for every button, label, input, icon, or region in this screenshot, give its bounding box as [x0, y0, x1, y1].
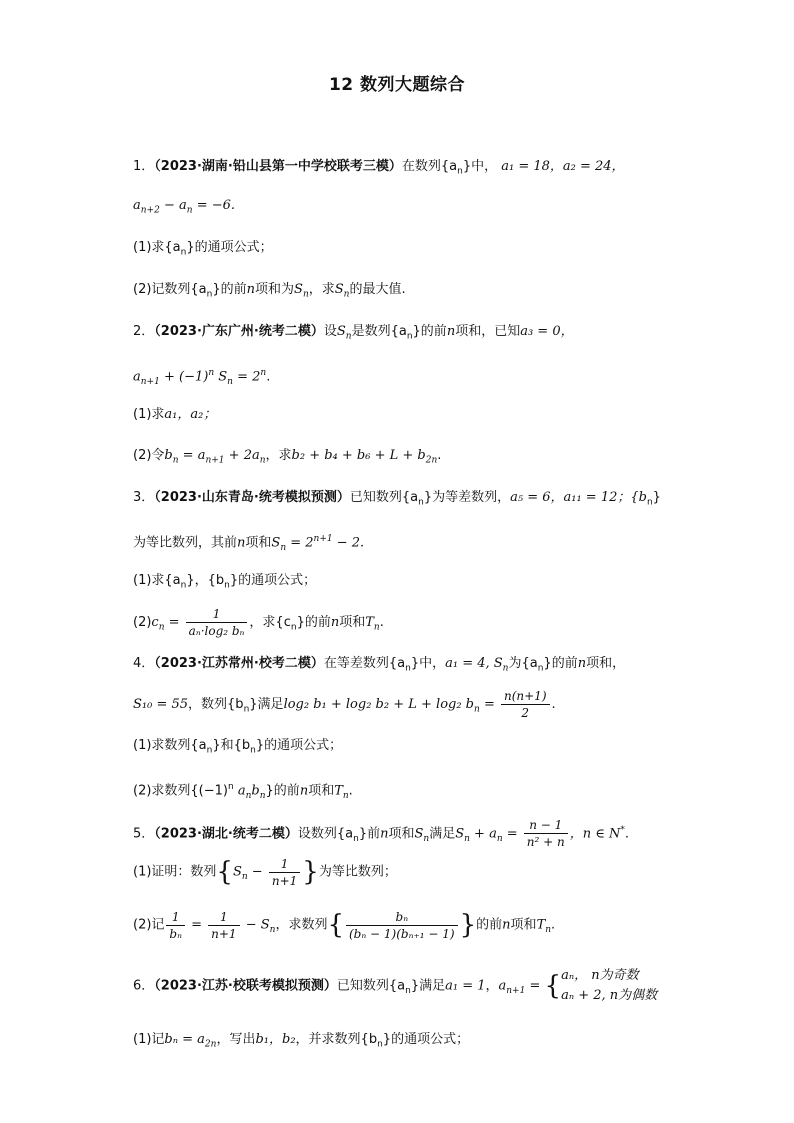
problem-5-q2: (2)记 $\frac{1}{\text{bₙ}}$ = $\frac{1}{n+1}$ − $S_n$，求数列{ $\frac{\text{bₙ}}{\text{(bₙ − 1)(bₙ₊₁ − 1)}}$ }的前n项和$T_n$. [133, 909, 556, 941]
problem-6-q1: (1)记$b_n = a_{2n}$，写出b₁，b₂，并求数列$\{b_n\}$的通项公式； [133, 1032, 470, 1050]
problem-5-stem: 5．（2023·湖北·统考二模）设数列$\{a_n\}$前n项和$S_n$满足$S_n + a_n$ = $\frac{n - 1}{\text{n² + n}}$ ，n ∈ N*. [133, 818, 630, 850]
problem-1-recurrence: $a_{n+2} - a_n = -6$. [133, 198, 236, 216]
fraction: $\frac{\text{bₙ}}{\text{(bₙ − 1)(bₙ₊₁ − 1)}}$ [346, 909, 458, 942]
fraction: $\frac{n - 1}{\text{n² + n}}$ [524, 817, 568, 850]
problem-1-q1: (1)求$\{a_n\}$的通项公式； [133, 240, 273, 258]
problem-2-q1: (1)求a₁，a₂； [133, 407, 217, 422]
fraction: $\frac{1}{\text{bₙ}}$ [166, 909, 185, 942]
fraction: $\frac{1}{n+1}$ [269, 856, 300, 889]
problem-4-line2: S₁₀ = 55，数列$\{b_n\}$满足log₂ b₁ + log₂ b₂ + L + log₂ $b_n$ = $\frac{n(n+1)}{2}$ . [133, 689, 556, 720]
problem-6-stem: 6．（2023·江苏·校联考模拟预测）已知数列$\{a_n\}$满足a₁ = 1，$a_{n+1}$ = { aₙ， n为奇数 aₙ + 2, n为偶数 [133, 964, 657, 1013]
problem-5-q1: (1)证明：数列{$S_n$ − $\frac{1}{n+1}$ }为等比数列； [133, 856, 397, 888]
problem-1-stem: 1．（2023·湖南·铅山县第一中学校联考三模）在数列$\{a_n\}$中， a₁ = 18，a₂ = 24， [133, 159, 625, 177]
fraction: $\frac{n(n+1)}{2}$ [501, 688, 550, 721]
problem-1-q2: (2)记数列$\{a_n\}$的前n项和为$S_n$，求$S_n$的最大值. [133, 282, 406, 300]
problem-4-stem: 4．（2023·江苏常州·校考二模）在等差数列$\{a_n\}$中，a₁ = 4, $S_n$为$\{a_n\}$的前n项和， [133, 656, 626, 674]
problem-2-q2: (2)令$b_n = a_{n+1} + 2a_n$，求$b_2 + b_4 + b_6 + L + b_{2n}$. [133, 448, 442, 466]
fraction: $\frac{1}{n+1}$ [208, 909, 239, 942]
piecewise-cases: aₙ， n为奇数 aₙ + 2, n为偶数 [561, 968, 658, 1003]
problem-2-stem: 2．（2023·广东广州·统考二模）设$S_n$是数列$\{a_n\}$的前n项和，已知a₃ = 0， [133, 324, 574, 342]
problem-4-q1: (1)求数列$\{a_n\}$和$\{b_n\}$的通项公式； [133, 738, 343, 756]
problem-2-recurrence: $a_{n+1} + (-1)^n$ $S_n = 2^n$. [133, 368, 271, 387]
problem-3-stem: 3．（2023·山东青岛·统考模拟预测）已知数列$\{a_n\}$为等差数列，a₅ = 6，a₁₁ = 12；$\{b_n\}$ [133, 490, 661, 508]
problem-3-q1: (1)求$\{a_n\}$，$\{b_n\}$的通项公式； [133, 573, 317, 591]
fraction: $\frac{1}{\text{aₙ·log₂ bₙ}}$ [186, 606, 248, 639]
problem-3-q2: $(2)c_n$ = $\frac{1}{\text{aₙ·log₂ bₙ}}$ ，求$\{c_n\}$的前n项和$T_n$. [133, 607, 384, 638]
page-title: 12 数列大题综合 [328, 75, 466, 95]
problem-3-line2: 为等比数列，其前n项和$S_n = 2^{n+1} - 2$. [133, 534, 365, 553]
problem-4-q2: (2)求数列{$(-1)^n$ $a_nb_n$}的前n项和$T_n$. [133, 782, 353, 801]
